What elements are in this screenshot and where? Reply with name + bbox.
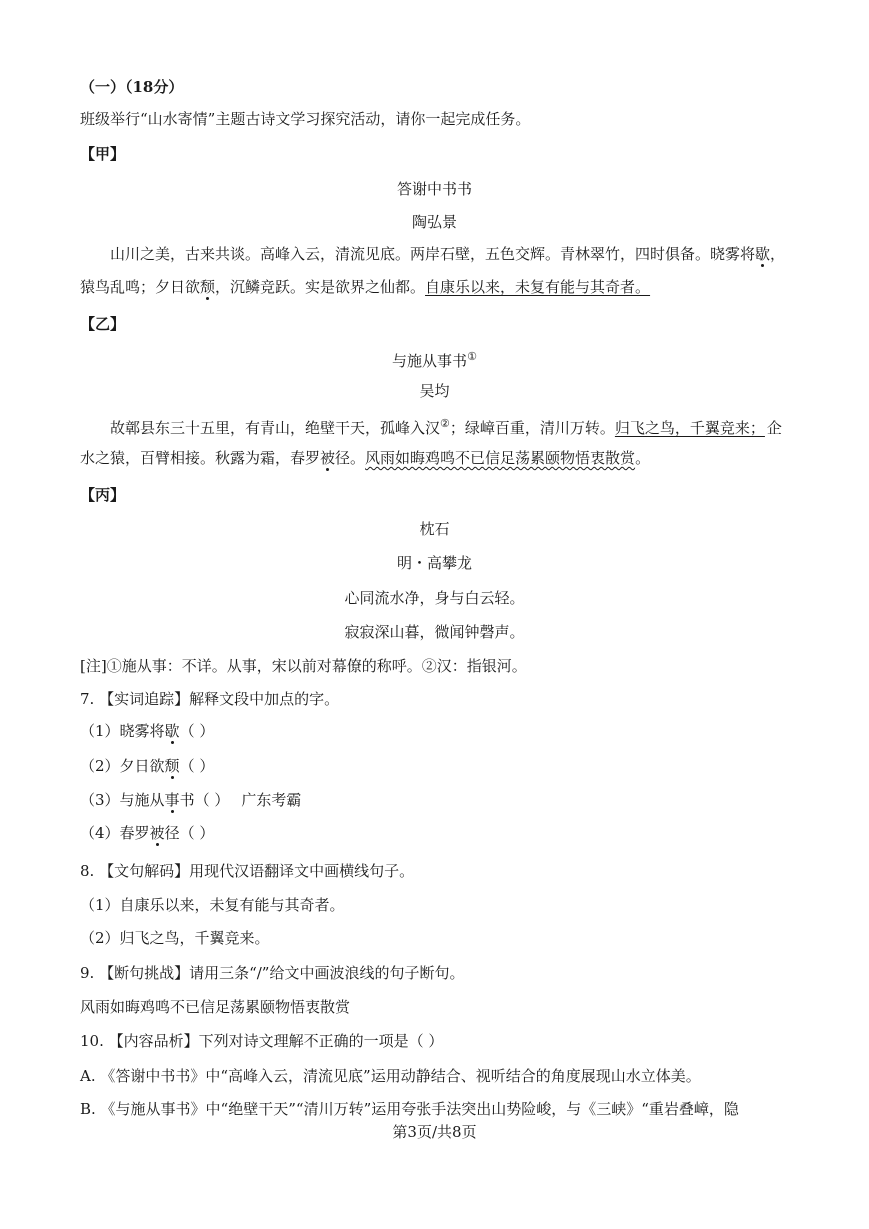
q7-dotted-tui: 颓	[164, 757, 180, 775]
section-intro: 班级举行“山水寄情”主题古诗文学习探究活动，请你一起完成任务。	[80, 110, 531, 128]
yi-line1-part: 故鄣县东三十五里，有青山，绝壁干天，孤峰入汉	[110, 419, 441, 437]
dotted-char-tui: 颓	[200, 278, 216, 296]
q7-dotted-xie: 歇	[164, 722, 180, 740]
question-8-item-2: （2）归飞之鸟，千翼竞来。	[80, 929, 270, 947]
underlined-sentence-1: 自康乐以来，未复有能与其奇者。	[425, 278, 651, 296]
jia-author: 陶弘景	[411, 213, 457, 231]
question-8-item-1: （1）自康乐以来，未复有能与其奇者。	[80, 896, 345, 914]
q7-item4-text: （4）春罗	[80, 824, 150, 842]
yi-label: 【乙】	[80, 315, 126, 333]
yi-title-note: ①	[467, 350, 477, 363]
yi-line1-part2: ；绿嶂百重，清川万转。	[449, 419, 615, 437]
question-9-stem: 9. 【断句挑战】请用三条“/”给文中画波浪线的句子断句。	[80, 964, 465, 982]
jia-line2-part2: ，沉鳞竞跃。实是欲界之仙都。	[215, 278, 426, 296]
question-10-option-b: B. 《与施从事书》中“绝壁干天”“清川万转”运用夸张手法突出山势险峻，与《三峡》“重岩叠嶂，隐	[80, 1100, 739, 1118]
jia-text-line1	[80, 243, 785, 265]
annotation-note: [注]①施从事：不详。从事，宋以前对幕僚的称呼。②汉：指银河。	[80, 657, 527, 675]
q7-item3-text: （3）与施从	[80, 791, 165, 809]
bing-label: 【丙】	[80, 486, 126, 504]
question-7-item-1	[80, 720, 214, 742]
bing-verse-1: 心同流水净，身与白云轻。	[344, 589, 525, 607]
question-7-item-2	[80, 755, 214, 777]
question-8-stem: 8. 【文句解码】用现代汉语翻译文中画横线句子。	[80, 862, 415, 880]
yi-line1-end: 企	[766, 419, 782, 437]
question-7-item-4	[80, 822, 214, 844]
wavy-sentence: 风雨如晦鸡鸣不已信足荡累颐物悟衷散赏	[365, 449, 636, 467]
yi-title-text: 与施从事书	[392, 352, 468, 370]
q7-item1-text: （1）晓雾将	[80, 722, 165, 740]
question-10-stem: 10. 【内容品析】下列对诗文理解不正确的一项是（ ）	[80, 1032, 444, 1050]
q7-item2-blank: （ ）	[179, 757, 215, 775]
jia-line1-part: 山川之美，古来共谈。高峰入云，清流见底。两岸石壁，五色交辉。青林翠竹，四时俱备。晓雾将	[110, 245, 756, 263]
yi-author: 吴均	[419, 382, 450, 400]
q7-item1-blank: （ ）	[179, 722, 215, 740]
section-heading: （一）（18分）	[80, 78, 184, 96]
jia-title: 答谢中书书	[396, 180, 472, 198]
dotted-char-xie: 歇	[755, 245, 771, 263]
watermark-text: 广东考霸	[241, 791, 302, 809]
yi-line2-end: 。	[635, 449, 651, 467]
q7-item2-text: （2）夕日欲	[80, 757, 165, 775]
q7-item4-blank: 径（ ）	[164, 824, 215, 842]
bing-verse-2: 寂寂深山暮，微闻钟磬声。	[344, 623, 525, 641]
bing-title: 枕石	[419, 520, 450, 538]
question-9-sentence: 风雨如晦鸡鸣不已信足荡累颐物悟衷散赏	[80, 998, 351, 1016]
jia-label: 【甲】	[80, 145, 126, 163]
q7-dotted-bei: 被	[149, 824, 165, 842]
yi-title	[0, 346, 869, 372]
underlined-sentence-2: 归飞之鸟，千翼竞来；	[614, 419, 765, 437]
question-7-item-3	[80, 789, 301, 811]
jia-text-line2	[80, 276, 650, 298]
question-10-option-a: A. 《答谢中书书》中“高峰入云，清流见底”运用动静结合、视听结合的角度展现山水立体美。	[80, 1067, 701, 1085]
jia-line1-punct: ，	[770, 245, 786, 263]
q7-dotted-shi: 事	[164, 791, 180, 809]
dotted-char-bei: 被	[320, 449, 336, 467]
yi-text-line1	[80, 413, 782, 439]
bing-author: 明・高攀龙	[396, 554, 472, 572]
yi-line2-part: 水之猿，百臂相接。秋露为霜，春罗	[80, 449, 321, 467]
q7-item3-blank: 书（ ）	[179, 791, 230, 809]
page-footer: 第3页/共8页	[392, 1123, 477, 1141]
question-7-stem: 7. 【实词追踪】解释文段中加点的字。	[80, 690, 340, 708]
yi-line2-part2: 径。	[335, 449, 366, 467]
yi-line1-note: ②	[440, 417, 450, 430]
yi-text-line2	[80, 447, 650, 469]
jia-line2-part: 猿鸟乱鸣；夕日欲	[80, 278, 201, 296]
